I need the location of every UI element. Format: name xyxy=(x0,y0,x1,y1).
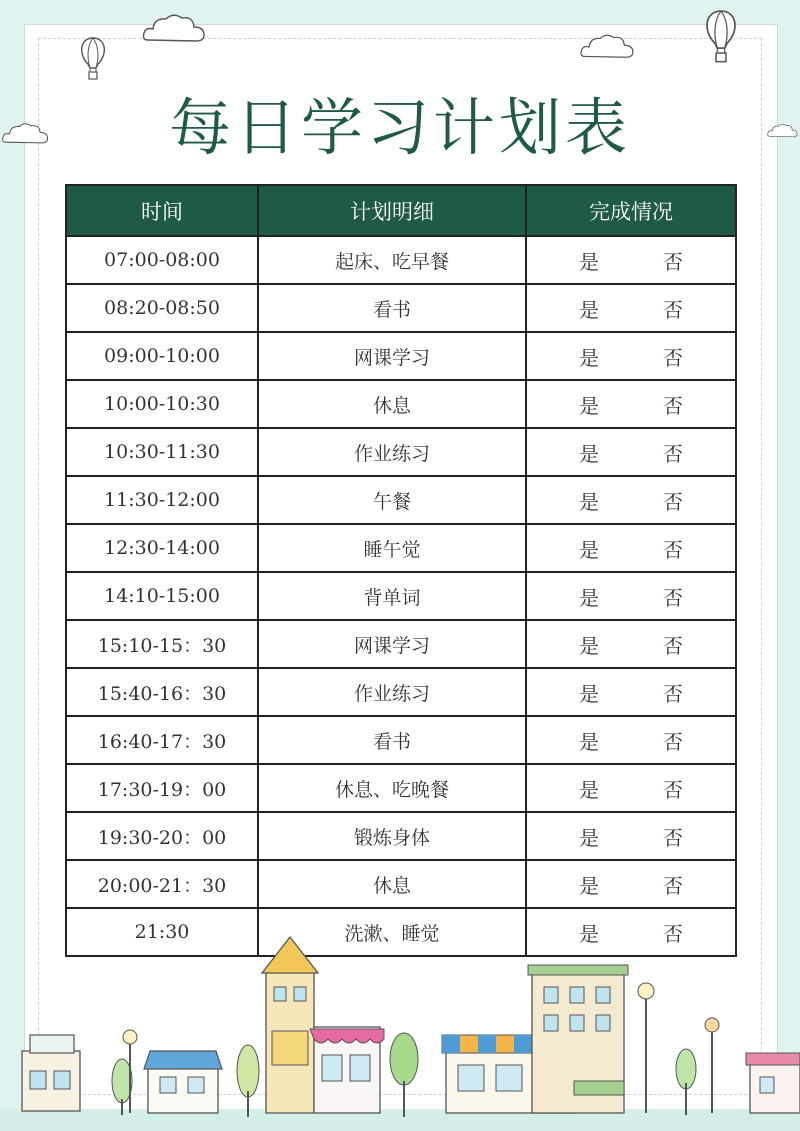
no-option[interactable]: 否 xyxy=(663,489,683,514)
plan-cell: 作业练习 xyxy=(258,668,526,716)
plan-cell: 锻炼身体 xyxy=(258,812,526,860)
table-row xyxy=(66,860,736,908)
status-cell xyxy=(526,476,736,524)
status-cell xyxy=(526,524,736,572)
table-row xyxy=(66,572,736,620)
hot-air-balloon-icon xyxy=(76,36,110,82)
time-cell: 10:30-11:30 xyxy=(66,428,258,476)
yes-option[interactable]: 是 xyxy=(579,777,599,802)
yes-option[interactable]: 是 xyxy=(579,633,599,658)
cloud-icon xyxy=(578,30,638,64)
time-cell: 10:00-10:30 xyxy=(66,380,258,428)
no-option[interactable]: 否 xyxy=(663,681,683,706)
no-option[interactable]: 否 xyxy=(663,825,683,850)
cartoon-town-illustration xyxy=(0,931,800,1131)
status-cell xyxy=(526,668,736,716)
yes-option[interactable]: 是 xyxy=(579,729,599,754)
yes-option[interactable]: 是 xyxy=(579,297,599,322)
yes-option[interactable]: 是 xyxy=(579,825,599,850)
no-option[interactable]: 否 xyxy=(663,921,683,946)
plan-cell: 起床、吃早餐 xyxy=(258,236,526,284)
yes-option[interactable]: 是 xyxy=(579,873,599,898)
plan-cell: 网课学习 xyxy=(258,332,526,380)
yes-option[interactable]: 是 xyxy=(579,585,599,610)
no-option[interactable]: 否 xyxy=(663,777,683,802)
no-option[interactable]: 否 xyxy=(663,441,683,466)
no-option[interactable]: 否 xyxy=(663,873,683,898)
plan-cell: 午餐 xyxy=(258,476,526,524)
plan-cell: 背单词 xyxy=(258,572,526,620)
header-status: 完成情况 xyxy=(526,185,736,236)
plan-cell: 睡午觉 xyxy=(258,524,526,572)
table-row xyxy=(66,284,736,332)
status-cell xyxy=(526,332,736,380)
status-cell xyxy=(526,716,736,764)
plan-cell: 洗漱、睡觉 xyxy=(258,908,526,956)
yes-option[interactable]: 是 xyxy=(579,921,599,946)
table-row xyxy=(66,236,736,284)
table-row xyxy=(66,716,736,764)
table-row xyxy=(66,476,736,524)
time-cell: 21:30 xyxy=(66,908,258,956)
time-cell: 12:30-14:00 xyxy=(66,524,258,572)
study-plan-table xyxy=(65,184,737,957)
table-row xyxy=(66,668,736,716)
page-title: 每日学习计划表 xyxy=(168,91,631,164)
plan-cell: 休息 xyxy=(258,380,526,428)
time-cell: 17:30-19：00 xyxy=(66,764,258,812)
yes-option[interactable]: 是 xyxy=(579,345,599,370)
status-cell xyxy=(526,764,736,812)
yes-option[interactable]: 是 xyxy=(579,681,599,706)
plan-cell: 休息 xyxy=(258,860,526,908)
time-cell: 09:00-10:00 xyxy=(66,332,258,380)
table-row xyxy=(66,764,736,812)
status-cell xyxy=(526,428,736,476)
status-cell xyxy=(526,620,736,668)
yes-option[interactable]: 是 xyxy=(579,537,599,562)
plan-cell: 网课学习 xyxy=(258,620,526,668)
time-cell: 08:20-08:50 xyxy=(66,284,258,332)
yes-option[interactable]: 是 xyxy=(579,249,599,274)
plan-cell: 看书 xyxy=(258,284,526,332)
status-cell xyxy=(526,572,736,620)
time-cell: 07:00-08:00 xyxy=(66,236,258,284)
time-cell: 15:10-15：30 xyxy=(66,620,258,668)
no-option[interactable]: 否 xyxy=(663,585,683,610)
table-header-row xyxy=(66,185,736,236)
table-row xyxy=(66,428,736,476)
no-option[interactable]: 否 xyxy=(663,393,683,418)
time-cell: 20:00-21：30 xyxy=(66,860,258,908)
plan-cell: 看书 xyxy=(258,716,526,764)
header-plan: 计划明细 xyxy=(258,185,526,236)
status-cell xyxy=(526,380,736,428)
table-row xyxy=(66,812,736,860)
header-time: 时间 xyxy=(66,185,258,236)
plan-cell: 作业练习 xyxy=(258,428,526,476)
status-cell xyxy=(526,284,736,332)
hot-air-balloon-icon xyxy=(700,8,742,66)
yes-option[interactable]: 是 xyxy=(579,393,599,418)
table-row xyxy=(66,524,736,572)
time-cell: 15:40-16：30 xyxy=(66,668,258,716)
no-option[interactable]: 否 xyxy=(663,249,683,274)
plan-cell: 休息、吃晚餐 xyxy=(258,764,526,812)
no-option[interactable]: 否 xyxy=(663,345,683,370)
time-cell: 19:30-20：00 xyxy=(66,812,258,860)
table-row xyxy=(66,380,736,428)
status-cell xyxy=(526,860,736,908)
yes-option[interactable]: 是 xyxy=(579,489,599,514)
status-cell xyxy=(526,812,736,860)
table-row xyxy=(66,332,736,380)
yes-option[interactable]: 是 xyxy=(579,441,599,466)
time-cell: 16:40-17：30 xyxy=(66,716,258,764)
time-cell: 11:30-12:00 xyxy=(66,476,258,524)
table-row xyxy=(66,620,736,668)
no-option[interactable]: 否 xyxy=(663,729,683,754)
no-option[interactable]: 否 xyxy=(663,633,683,658)
status-cell xyxy=(526,236,736,284)
cloud-icon xyxy=(140,10,210,48)
no-option[interactable]: 否 xyxy=(663,537,683,562)
no-option[interactable]: 否 xyxy=(663,297,683,322)
time-cell: 14:10-15:00 xyxy=(66,572,258,620)
